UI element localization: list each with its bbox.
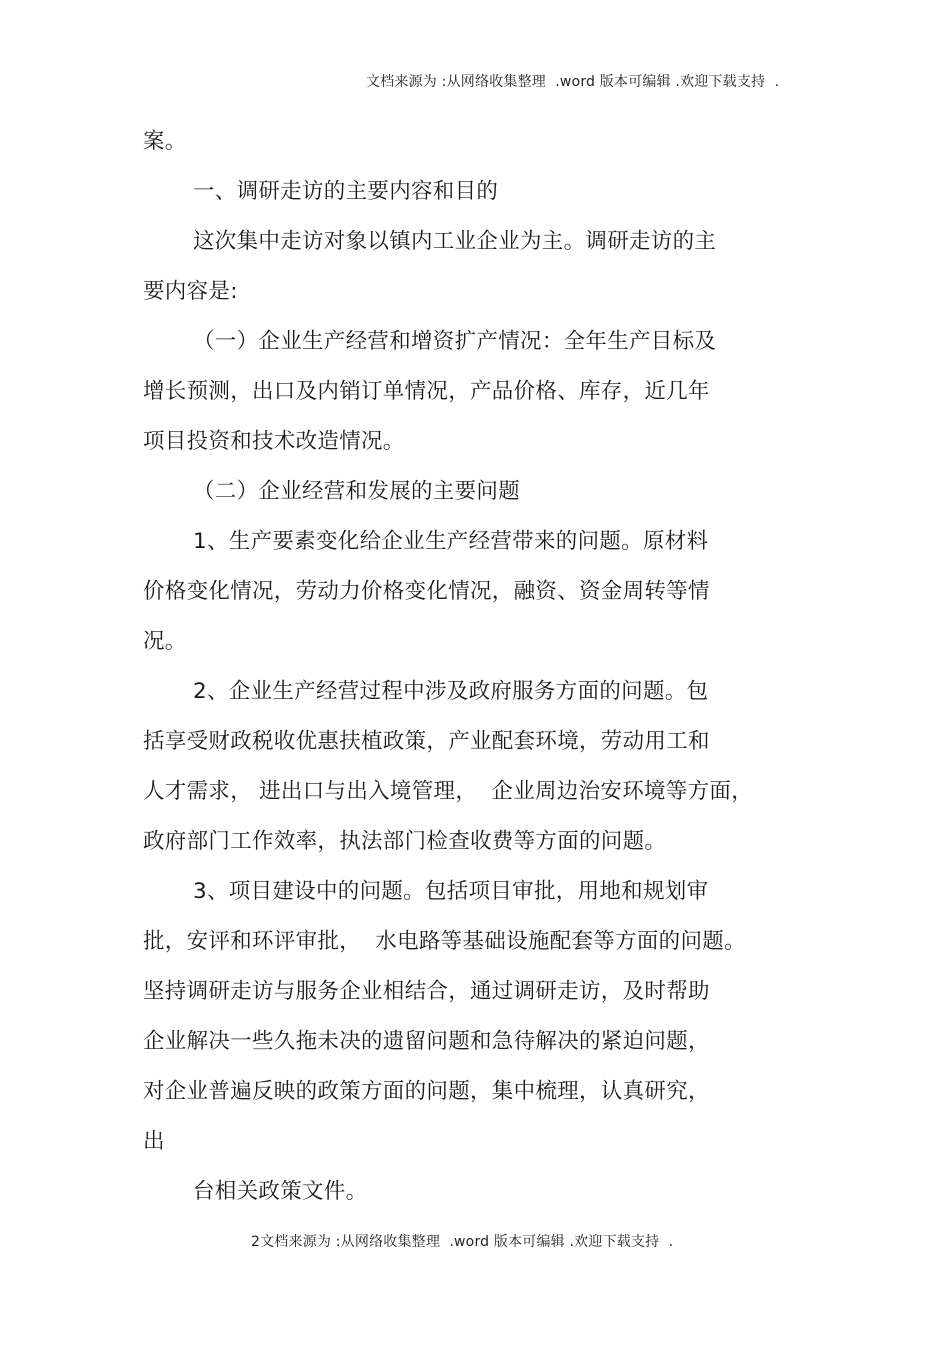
subsection-heading: （二）企业经营和发展的主要问题 <box>193 479 521 504</box>
text-line: 坚持调研走访与服务企业相结合，通过调研走访，及时帮助 <box>143 979 710 1004</box>
text-line: 企业解决一些久拖未决的遗留问题和急待解决的紧迫问题， <box>143 1029 710 1054</box>
subsection-heading: （一）企业生产经营和增资扩产情况：全年生产目标及 <box>193 329 717 354</box>
section-heading: 一、调研走访的主要内容和目的 <box>193 179 499 204</box>
text-line: 3、项目建设中的问题。包括项目审批，用地和规划审 <box>193 879 709 904</box>
text-line: 案。 <box>143 129 187 154</box>
text-line: 增长预测，出口及内销订单情况，产品价格、库存，近几年 <box>143 379 710 404</box>
text-line: 人才需求， 进出口与出入境管理， 企业周边治安环境等方面， <box>143 779 754 804</box>
text-line: 项目投资和技术改造情况。 <box>143 429 405 454</box>
text-line: 2、企业生产经营过程中涉及政府服务方面的问题。包 <box>193 679 709 704</box>
text-line: 对企业普遍反映的政策方面的问题，集中梳理，认真研究， <box>143 1079 710 1104</box>
text-line: 批，安评和环评审批， 水电路等基础设施配套等方面的问题。 <box>143 929 746 954</box>
text-line: 这次集中走访对象以镇内工业企业为主。调研走访的主 <box>193 229 717 254</box>
text-line: 1、生产要素变化给企业生产经营带来的问题。原材料 <box>193 529 709 554</box>
text-line: 括享受财政税收优惠扶植政策，产业配套环境，劳动用工和 <box>143 729 710 754</box>
text-line: 政府部门工作效率，执法部门检查收费等方面的问题。 <box>143 829 667 854</box>
text-line: 价格变化情况，劳动力价格变化情况，融资、资金周转等情 <box>143 579 710 604</box>
text-line: 要内容是: <box>143 279 238 304</box>
text-line: 出 <box>143 1129 165 1154</box>
page-header: 文档来源为 :从网络收集整理 .word 版本可编辑 .欢迎下载支持 . <box>366 74 780 90</box>
page-footer: 2文档来源为 :从网络收集整理 .word 版本可编辑 .欢迎下载支持 . <box>251 1234 674 1250</box>
text-line: 况。 <box>143 629 187 654</box>
text-line: 台相关政策文件。 <box>193 1179 368 1204</box>
